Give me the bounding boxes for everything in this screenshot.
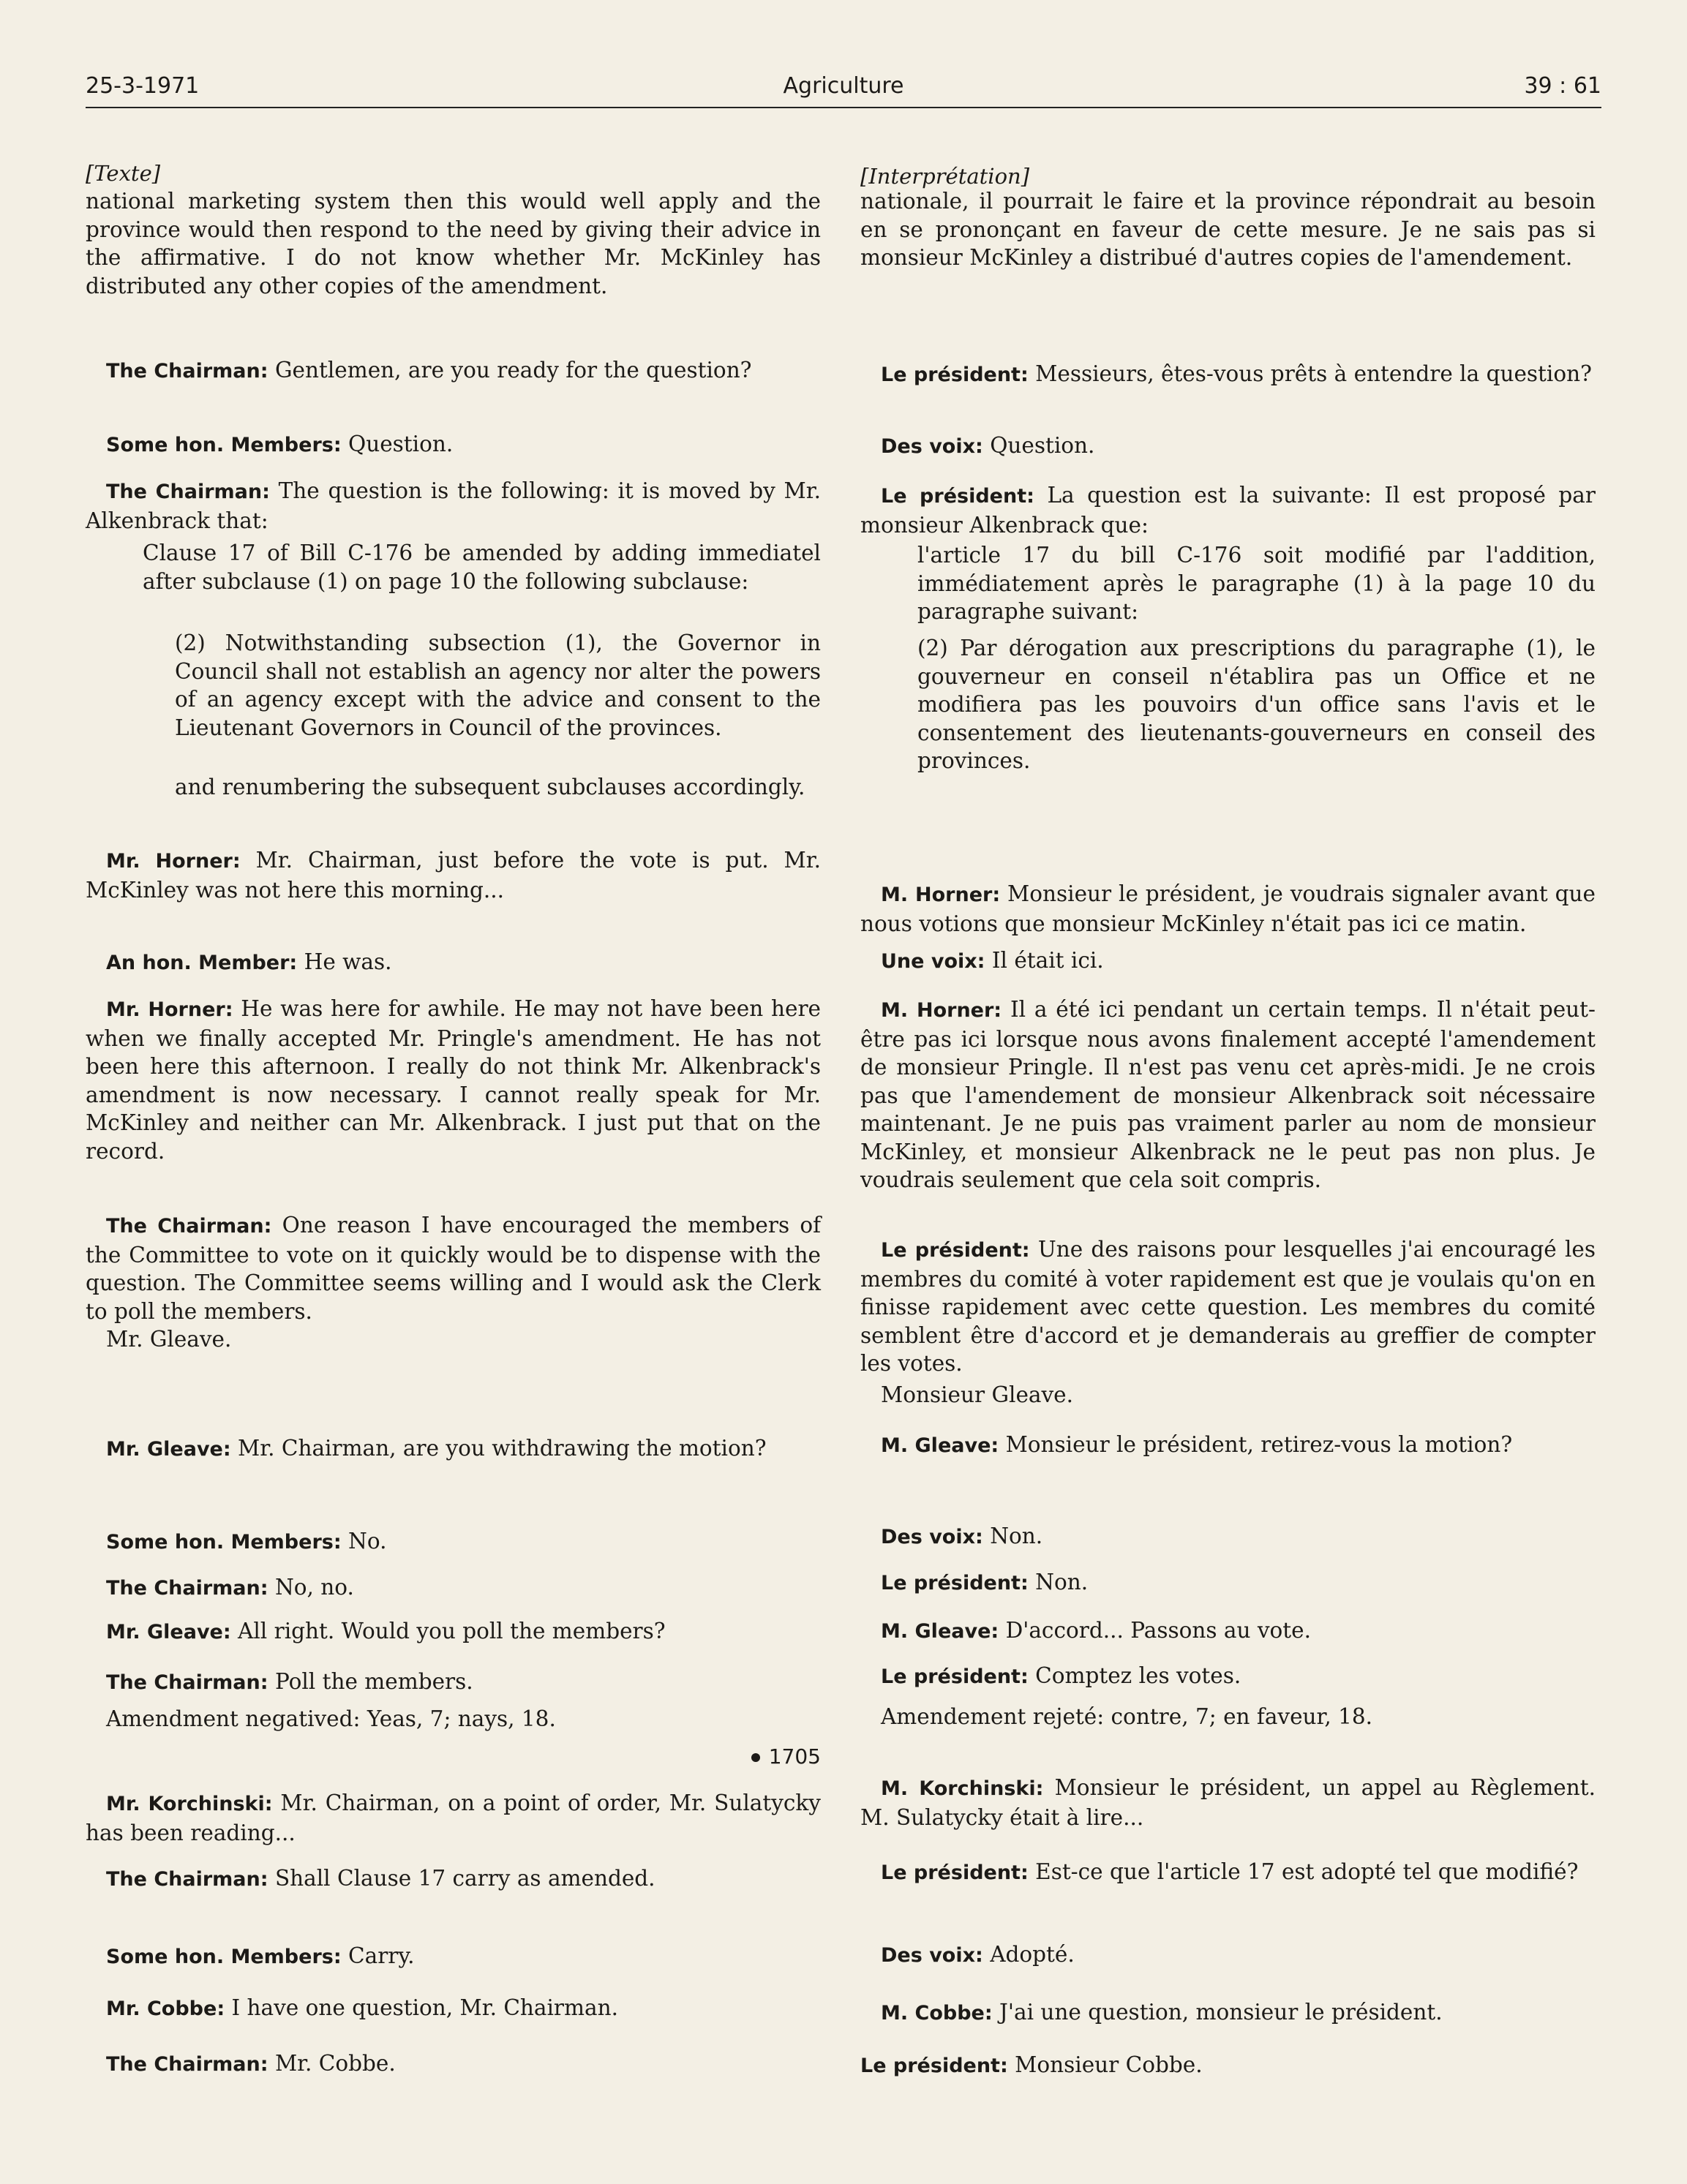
paragraph-text: (2) Notwithstanding subsection (1), the Governor in Council shall not establish an agency nor alter the powers of an agency except with the advice and consent to the Lieutenant Governors in Council of the provinces.	[175, 630, 821, 740]
paragraph-text: Est-ce que l'article 17 est adopté tel que modifié?	[1035, 1859, 1579, 1884]
quoted-text	[917, 541, 1596, 626]
speaker-name: The Chairman:	[106, 481, 270, 503]
speaker-name: M. Cobbe:	[881, 2002, 993, 2025]
paragraph-text: Adopté.	[990, 1942, 1075, 1967]
speech-paragraph	[860, 1940, 1596, 1970]
paragraph-text: La question est la suivante: Il est proposé par monsieur Alkenbrack que:	[860, 483, 1596, 538]
paragraph-text: He was.	[304, 949, 392, 974]
speech-paragraph	[86, 1994, 821, 2024]
speaker-name: Des voix:	[881, 1944, 983, 1967]
time-marker	[86, 1744, 821, 1769]
speech-paragraph	[86, 356, 821, 386]
section-label: [Interprétation]	[860, 164, 1030, 189]
speech-paragraph	[86, 1942, 821, 1972]
speech-paragraph	[860, 481, 1596, 539]
paragraph-text: I have one question, Mr. Chairman.	[231, 1995, 618, 2020]
paragraph-text: Question.	[990, 433, 1095, 458]
speaker-name: Some hon. Members:	[106, 1946, 342, 1968]
header-rule	[86, 107, 1601, 108]
text-paragraph	[860, 187, 1596, 272]
paragraph-text: l'article 17 du bill C-176 soit modifié par l'addition, immédiatement après le paragraphe (1) à la page 10 du paragraphe suivant:	[917, 543, 1596, 624]
paragraph-text: Poll the members.	[274, 1669, 473, 1694]
speaker-name: Le président:	[881, 485, 1034, 508]
quoted-text	[175, 773, 821, 802]
speaker-name: An hon. Member:	[106, 952, 298, 974]
speaker-name: Mr. Cobbe:	[106, 1997, 225, 2020]
speech-paragraph	[860, 1431, 1596, 1461]
speaker-name: M. Horner:	[881, 999, 1002, 1022]
text-paragraph	[860, 1703, 1596, 1731]
speech-paragraph	[86, 948, 821, 978]
paragraph-text: Messieurs, êtes-vous prêts à entendre la question?	[1035, 361, 1592, 386]
paragraph-text: Il était ici.	[991, 948, 1104, 973]
paragraph-text: D'accord... Passons au vote.	[1005, 1618, 1311, 1643]
paragraph-text: Question.	[348, 432, 454, 456]
paragraph-text: (2) Par dérogation aux prescriptions du paragraphe (1), le gouverneur en conseil n'établira pas un Office et ne modifiera pas les pouvoirs d'un office sans l'avis et le consentement des lieutenants-gouverneurs en conseil des provinces.	[917, 636, 1596, 773]
time-marker-text: 1705	[768, 1744, 821, 1769]
speech-paragraph	[860, 1568, 1596, 1598]
speaker-name: Mr. Horner:	[106, 850, 241, 873]
speaker-name: Le président:	[881, 364, 1029, 386]
speaker-name: The Chairman:	[106, 1671, 268, 1694]
quoted-text	[175, 629, 821, 742]
paragraph-text: Amendment negatived: Yeas, 7; nays, 18.	[106, 1706, 556, 1731]
speaker-name: Des voix:	[881, 1526, 983, 1548]
speaker-name: The Chairman:	[106, 2053, 268, 2076]
speech-paragraph	[860, 946, 1596, 976]
paragraph-text: Mr. Cobbe.	[274, 2051, 396, 2076]
paragraph-text: Mr. Gleave.	[106, 1327, 232, 1352]
speaker-name: Mr. Korchinski:	[106, 1793, 273, 1815]
text-paragraph	[86, 1325, 821, 1354]
paragraph-text: Une des raisons pour lesquelles j'ai encouragé les membres du comité à voter rapidement est que je voulais qu'on en finisse rapidement avec cette question. Les membres du comité semblent être d'accord et je demanderais au greffier de compter les votes.	[860, 1237, 1596, 1376]
speech-paragraph	[860, 432, 1596, 462]
speech-paragraph	[86, 1617, 821, 1647]
speaker-name: The Chairman:	[106, 1868, 268, 1891]
speech-paragraph	[860, 2051, 1596, 2081]
paragraph-text: Amendement rejeté: contre, 7; en faveur, 18.	[881, 1704, 1373, 1729]
speech-paragraph	[860, 1858, 1596, 1888]
speech-paragraph	[86, 1789, 821, 1847]
header-date: 25-3-1971	[86, 73, 200, 99]
paragraph-text: Non.	[990, 1524, 1043, 1548]
speaker-name: Le président:	[881, 1665, 1029, 1688]
paragraph-text: Monsieur le président, un appel au Règlement. M. Sulatycky était à lire...	[860, 1775, 1596, 1830]
speech-paragraph	[860, 1662, 1596, 1692]
speech-paragraph	[860, 1998, 1596, 2028]
speaker-name: Mr. Gleave:	[106, 1438, 231, 1461]
speech-paragraph	[86, 1864, 821, 1894]
speaker-name: M. Korchinski:	[881, 1777, 1044, 1800]
speaker-name: Le président:	[881, 1572, 1029, 1594]
paragraph-text: Monsieur le président, je voudrais signaler avant que nous votions que monsieur McKinley n'était pas ici ce matin.	[860, 881, 1596, 936]
quoted-text	[143, 539, 821, 595]
speech-paragraph	[86, 430, 821, 460]
speech-paragraph	[860, 880, 1596, 938]
speech-paragraph	[860, 360, 1596, 390]
speaker-name: Des voix:	[881, 435, 983, 458]
speaker-name: The Chairman:	[106, 360, 268, 383]
speaker-name: Une voix:	[881, 950, 985, 973]
speech-paragraph	[86, 846, 821, 904]
speech-paragraph	[860, 1235, 1596, 1378]
paragraph-text: Il a été ici pendant un certain temps. Il n'était peut-être pas ici lorsque nous avons finalement accepté l'amendement de monsieur Pringle. Il n'est pas venu cet après-midi. Je ne crois pas que l'amendement de monsieur Alkenbrack soit nécessaire maintenant. Je ne puis pas vraiment parler au nom de monsieur McKinley, et monsieur Alkenbrack ne le peut pas non plus. Je voudrais seulement que cela soit compris.	[860, 997, 1596, 1192]
paragraph-text: Monsieur Cobbe.	[1015, 2052, 1203, 2077]
speaker-name: Mr. Gleave:	[106, 1621, 231, 1643]
text-paragraph	[860, 1381, 1596, 1409]
quoted-text	[917, 634, 1596, 775]
speaker-name: Le président:	[881, 1239, 1030, 1262]
paragraph-text: No, no.	[274, 1575, 354, 1600]
paragraph-text: No.	[348, 1529, 387, 1554]
speech-paragraph	[86, 1668, 821, 1698]
section-label: [Texte]	[86, 161, 161, 186]
bullet-icon	[751, 1753, 760, 1762]
paragraph-text: Shall Clause 17 carry as amended.	[274, 1866, 655, 1891]
paragraph-text: Monsieur le président, retirez-vous la motion?	[1005, 1432, 1513, 1457]
paragraph-text: nationale, il pourrait le faire et la province répondrait au besoin en se prononçant en faveur de cette mesure. Je ne sais pas si monsieur McKinley a distribué d'autres copies de l'amendement.	[860, 189, 1596, 270]
paragraph-text: Gentlemen, are you ready for the question?	[274, 358, 752, 383]
speech-paragraph	[86, 995, 821, 1165]
paragraph-text: Mr. Chairman, are you withdrawing the motion?	[238, 1436, 767, 1461]
speaker-name: Le président:	[860, 2055, 1008, 2077]
speech-paragraph	[86, 1573, 821, 1603]
speech-paragraph	[86, 1211, 821, 1325]
speaker-name: The Chairman:	[106, 1577, 268, 1600]
speaker-name: Mr. Horner:	[106, 998, 233, 1021]
speech-paragraph	[860, 1616, 1596, 1646]
speech-paragraph	[86, 477, 821, 535]
paragraph-text: One reason I have encouraged the members of the Committee to vote on it quickly would be to dispense with the question. The Committee seems willing and I would ask the Clerk to poll the members.	[86, 1213, 822, 1324]
speech-paragraph	[86, 2049, 821, 2079]
speaker-name: M. Horner:	[881, 884, 1001, 906]
text-paragraph	[86, 1705, 821, 1733]
speech-paragraph	[86, 1434, 821, 1464]
paragraph-text: All right. Would you poll the members?	[238, 1619, 666, 1643]
paragraph-text: The question is the following: it is moved by Mr. Alkenbrack that:	[86, 478, 821, 533]
speech-paragraph	[860, 995, 1596, 1194]
speaker-name: The Chairman:	[106, 1215, 272, 1238]
paragraph-text: Clause 17 of Bill C-176 be amended by adding immediatel after subclause (1) on page 10 the following subclause:	[143, 541, 821, 594]
speaker-name: M. Gleave:	[881, 1620, 999, 1643]
paragraph-text: Non.	[1035, 1570, 1089, 1594]
paragraph-text: He was here for awhile. He may not have been here when we finally accepted Mr. Pringle's amendment. He has not been here this afternoon. I really do not think Mr. Alkenbrack's amendment is now necessary. I cannot really speak for Mr. McKinley and neither can Mr. Alkenbrack. I just put that on the record.	[86, 996, 822, 1164]
paragraph-text: Mr. Chairman, on a point of order, Mr. Sulatycky has been reading...	[86, 1790, 821, 1845]
paragraph-text: Monsieur Gleave.	[881, 1382, 1074, 1407]
speaker-name: Some hon. Members:	[106, 1531, 342, 1554]
speaker-name: M. Gleave:	[881, 1434, 999, 1457]
paragraph-text: national marketing system then this would well apply and the province would then respond to the need by giving their advice in the affirmative. I do not know whether Mr. McKinley has distributed any other copies of the amendment.	[86, 189, 821, 298]
paragraph-text: Carry.	[348, 1943, 415, 1968]
speech-paragraph	[860, 1522, 1596, 1552]
speaker-name: Some hon. Members:	[106, 434, 342, 456]
paragraph-text: Mr. Chairman, just before the vote is put. Mr. McKinley was not here this morning...	[86, 848, 821, 903]
speech-paragraph	[86, 1527, 821, 1557]
speech-paragraph	[860, 1774, 1596, 1831]
paragraph-text: J'ai une question, monsieur le président.	[999, 2000, 1443, 2025]
text-paragraph	[86, 187, 821, 300]
paragraph-text: Comptez les votes.	[1035, 1663, 1241, 1688]
header-page-number: 39 : 61	[1524, 73, 1601, 99]
speaker-name: Le président:	[881, 1861, 1029, 1884]
header-title: Agriculture	[783, 73, 904, 99]
paragraph-text: and renumbering the subsequent subclauses accordingly.	[175, 775, 805, 799]
